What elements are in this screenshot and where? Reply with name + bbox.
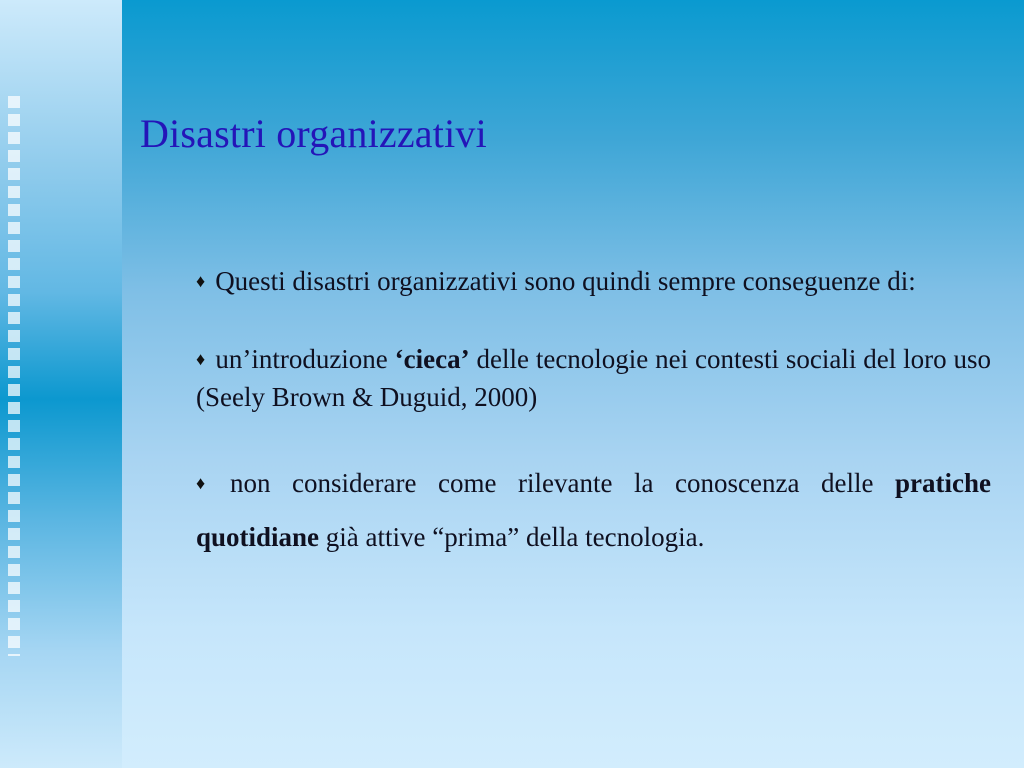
- bullet-text: un’introduzione: [215, 344, 395, 374]
- diamond-bullet-icon: ♦: [196, 349, 206, 369]
- bullet-text: non considerare come rilevante la conoscenza delle: [229, 468, 896, 498]
- bullet-text: già attive “prima” della tecnologia.: [319, 522, 705, 552]
- diamond-bullet-icon: ♦: [196, 473, 220, 493]
- decorative-sidebar: [0, 0, 122, 768]
- bullet-text: Questi disastri organizzativi sono quindi sempre conseguenze di:: [215, 266, 916, 296]
- slide-content: [196, 262, 991, 604]
- bullet-emphasis: ‘cieca’: [394, 344, 470, 374]
- diamond-bullet-icon: ♦: [196, 271, 206, 291]
- bullet-item-2: [196, 340, 991, 416]
- bullet-item-1: [196, 262, 991, 300]
- decorative-square-column: [8, 96, 20, 656]
- bullet-text: delle tecnologie nei contesti sociali del loro uso (Seely Brown & Duguid, 2000): [196, 344, 992, 412]
- slide-title: Disastri organizzativi: [140, 111, 487, 156]
- bullet-emphasis: pratiche quotidiane: [196, 468, 991, 552]
- bullet-item-3: [196, 456, 991, 564]
